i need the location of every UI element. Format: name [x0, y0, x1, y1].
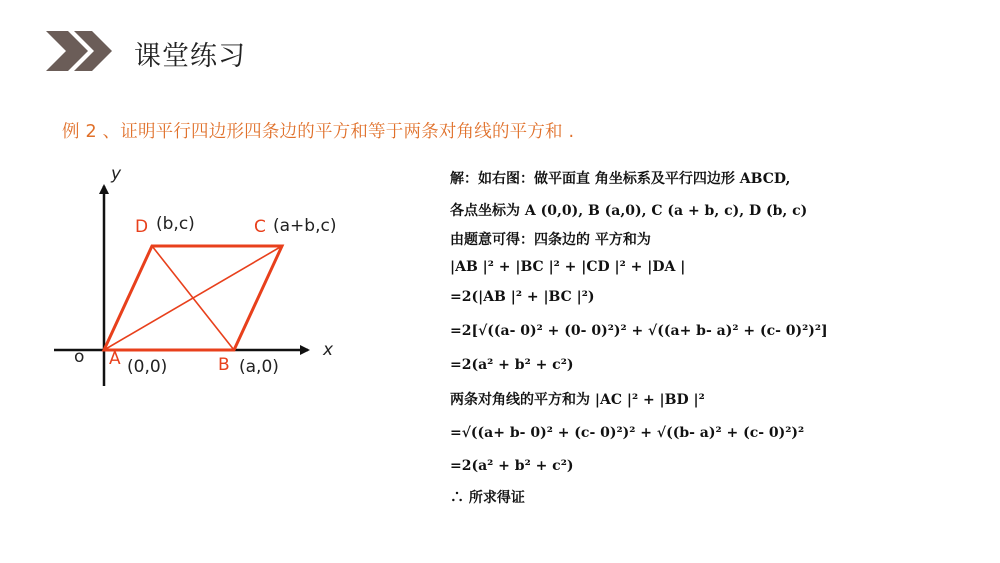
point-b-label: B	[218, 355, 230, 375]
solution-line: |AB |² + |BC |² + |CD |² + |DA |	[450, 259, 686, 275]
solution-line: =2(a² + b² + c²)	[450, 458, 574, 474]
solution-line: 解：如右图：做平面直 角坐标系及平行四边形 ABCD,	[450, 171, 791, 187]
coord-c-label: (a+b,c)	[273, 216, 337, 236]
solution-line: =2(|AB |² + |BC |²)	[450, 289, 595, 305]
page-title: 课堂练习	[134, 41, 246, 72]
chevron-right-double-icon	[46, 31, 116, 71]
solution-line: =2(a² + b² + c²)	[450, 357, 574, 373]
coord-b-label: (a,0)	[239, 357, 279, 377]
parallelogram-figure	[50, 160, 350, 400]
origin-label: o	[74, 347, 85, 367]
coordinate-diagram	[50, 160, 350, 400]
point-a-label: A	[109, 349, 121, 369]
solution-line: 两条对角线的平方和为 |AC |² + |BD |²	[450, 392, 705, 408]
solution-line: 由题意可得：四条边的 平方和为	[450, 232, 651, 248]
solution-line: ∴ 所求得证	[450, 490, 525, 506]
point-d-label: D	[135, 217, 149, 237]
coord-d-label: (b,c)	[156, 214, 195, 234]
y-axis-label: y	[111, 164, 122, 184]
problem-statement: 例 2 、证明平行四边形四条边的平方和等于两条对角线的平方和 .	[62, 122, 575, 142]
diagonal-bd	[152, 246, 234, 350]
point-c-label: C	[254, 217, 266, 237]
solution-line: 各点坐标为 A (0,0), B (a,0), C (a + b, c), D (b, c)	[450, 203, 808, 219]
solution-line: =2[√((a- 0)² + (0- 0)²)² + √((a+ b- a)² + (c- 0)²)²]	[450, 323, 828, 339]
solution-line: =√((a+ b- 0)² + (c- 0)²)² + √((b- a)² + (c- 0)²)²	[450, 425, 805, 441]
x-axis-label: x	[323, 340, 334, 360]
coord-a-label: (0,0)	[127, 357, 168, 377]
